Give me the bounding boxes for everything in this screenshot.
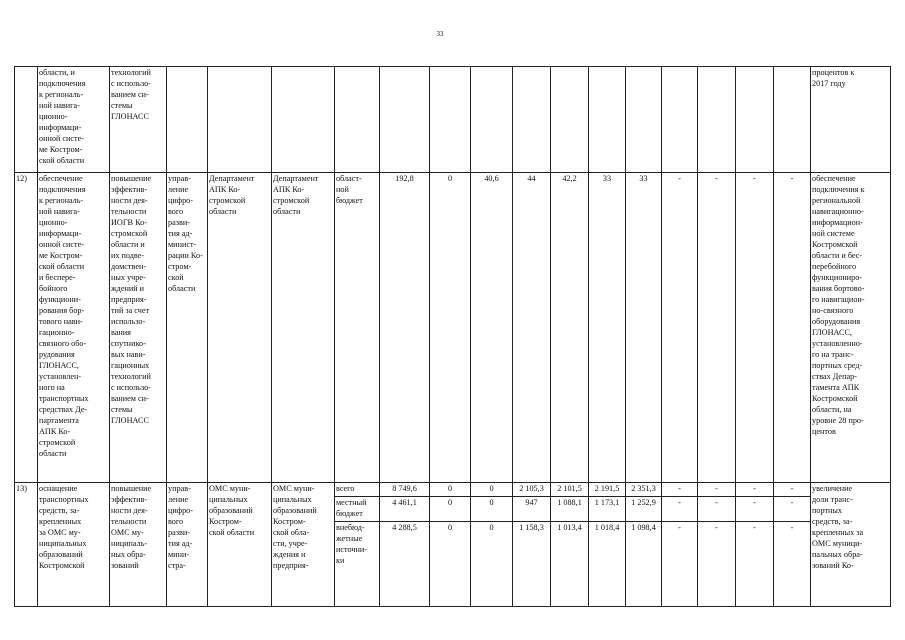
value-y6: 2 351,3 1 252,9 1 098,4: [626, 483, 662, 607]
value-y2: 40,6: [471, 173, 513, 483]
recipient-cell: Департамент АПК Ко- стромской области: [272, 173, 335, 483]
result-cell: увеличение доли транс- портных средств, за- крепленных за ОМС муници- пальных обра- зований Ко-: [811, 483, 891, 607]
value-y10: - - -: [774, 483, 811, 607]
table-row-continuation: [15, 67, 891, 173]
source-cell: област- ной бюджет: [335, 173, 380, 483]
recipient-cell: ОМС муни- ципальных образований Костром- ской обла- сти, учре- ждения и предприя-: [272, 483, 335, 607]
value-y4: 2 101,5 1 088,1 1 013,4: [551, 483, 589, 607]
value-y1: 0 0 0: [430, 483, 471, 607]
value-y8: -: [698, 173, 736, 483]
row-number: 12): [15, 173, 38, 483]
value-total: 8 749,6 4 461,1 4 288,5: [380, 483, 430, 607]
value-y5: 2 191,5 1 173,1 1 018,4: [589, 483, 626, 607]
source-cell: [335, 483, 380, 607]
value-y4: 42,2: [551, 173, 589, 483]
event-cell: области, и подключения к региональ- ной навига- ционно- информаци- онной систе- ме Костром- ской области: [38, 67, 110, 173]
table-row-12: [15, 173, 891, 483]
executor-cell: Департамент АПК Ко- стромской области: [208, 173, 272, 483]
value-y9: - - -: [736, 483, 774, 607]
table-row-13: [15, 483, 891, 607]
source-total: всего: [336, 484, 355, 493]
value-y2: 0 0 0: [471, 483, 513, 607]
value-y5: 33: [589, 173, 626, 483]
result-cell: процентов к 2017 году: [811, 67, 891, 173]
result-cell: обеспечение подключения к региональной навигационно- информацион- ной системе Костромской области и бес- перебойного функциониро- вания бортово- го навигацион- но-связного оборудования ГЛОНАСС, установленно- го на транс- портных сред- ствах Депар- тамента АПК Костромской области, на уровне 28 про- центов: [811, 173, 891, 483]
executor-cell: ОМС муни- ципальных образований Костром- ской области: [208, 483, 272, 607]
value-y3: 2 105,3 947 1 158,3: [513, 483, 551, 607]
goal-cell: управ- ление цифро- вого разви- тия ад- мини- стра-: [167, 483, 208, 607]
value-y6: 33: [626, 173, 662, 483]
source-local: местный бюджет: [336, 498, 367, 518]
source-extra: внебюд- жетные источни- ки: [336, 523, 367, 565]
value-y1: 0: [430, 173, 471, 483]
description-cell: технологий с использо- ванием си- стемы ГЛОНАСС: [110, 67, 167, 173]
page-number: 33: [436, 30, 444, 38]
description-cell: повышение эффектив- ности дея- тельности ИОГВ Ко- стромской области и их подве- домствен- ных учре- ждений и предприя- тий за счет использо- вания спутнико- вых нави- гационных технологий с использо- ванием си- стемы ГЛОНАСС: [110, 173, 167, 483]
value-y7: -: [662, 173, 698, 483]
goal-cell: управ- ление цифро- вого разви- тия ад- минист- рации Ко- стром- ской области: [167, 173, 208, 483]
value-y3: 44: [513, 173, 551, 483]
event-cell: обеспечение подключения к региональ- ной навига- ционно- информаци- онной систе- ме Костром- ской области и беспере- бойного функциони- рования бор- тового нави- гационно- связного обо- рудования ГЛОНАСС, установлен- ного на транспортных средствах Де- партамента АПК Ко- стромской области: [38, 173, 110, 483]
description-cell: повышение эффектив- ности дея- тельности ОМС му- ниципаль- ных обра- зований: [110, 483, 167, 607]
program-table: [14, 66, 891, 607]
value-y9: -: [736, 173, 774, 483]
value-y7: - - -: [662, 483, 698, 607]
value-y8: - - -: [698, 483, 736, 607]
value-total: 192,8: [380, 173, 430, 483]
row-number: 13): [15, 483, 38, 607]
value-y10: -: [774, 173, 811, 483]
event-cell: оснащение транспортных средств, за- крепленных за ОМС му- ниципальных образований Костромской: [38, 483, 110, 607]
